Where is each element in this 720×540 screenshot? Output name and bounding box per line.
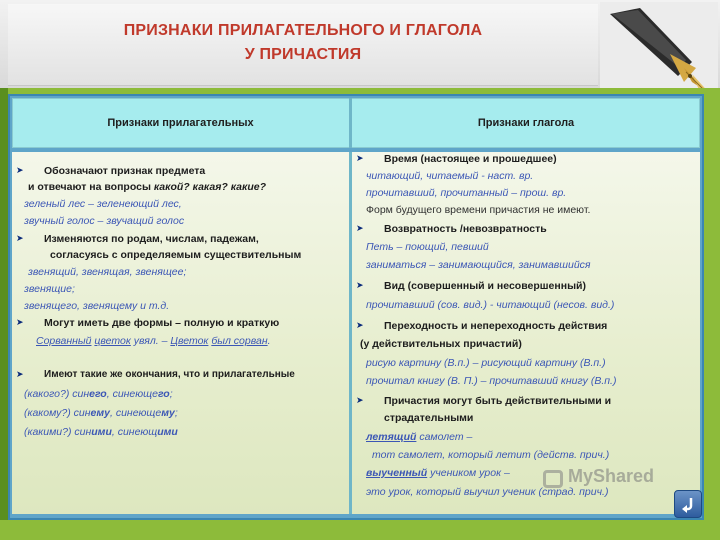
left-example: звенящий, звенящая, звенящее; <box>28 266 187 278</box>
column-header-adjectives: Признаки прилагательных <box>107 117 254 129</box>
bullet-arrow-icon: ➤ <box>16 165 24 175</box>
bottom-band <box>0 520 720 540</box>
right-example: летящий самолет – <box>366 431 473 443</box>
left-example: звенящие; <box>24 283 75 295</box>
right-example: это урок, который выучил ученик (страд. прич.) <box>366 486 609 498</box>
back-arrow-icon <box>679 495 697 513</box>
bullet-arrow-icon: ➤ <box>16 317 24 327</box>
right-line: Форм будущего времени причастия не имеют. <box>366 204 591 216</box>
title-box <box>8 4 598 86</box>
right-line: Переходность и непереходность действия <box>384 320 608 332</box>
right-example: выученный учеником урок – <box>366 467 510 479</box>
title-line-2: У ПРИЧАСТИЯ <box>244 46 362 63</box>
right-example: прочитавший (сов. вид.) - читающий (несов. вид.) <box>366 299 615 311</box>
right-example: заниматься – занимающийся, занимавшийся <box>366 259 591 271</box>
title-line-1: ПРИЗНАКИ ПРИЛАГАТЕЛЬНОГО И ГЛАГОЛА <box>123 22 483 39</box>
bullet-arrow-icon: ➤ <box>356 280 364 290</box>
left-line: и отвечают на вопросы какой? какая? какие? <box>28 181 267 193</box>
back-button[interactable] <box>674 490 702 518</box>
bullet-arrow-icon: ➤ <box>356 223 364 233</box>
right-line: Время (настоящее и прошедшее) <box>384 153 557 165</box>
right-line: Причастия могут быть действительными и <box>384 395 612 407</box>
bullet-arrow-icon: ➤ <box>16 233 24 243</box>
bullet-arrow-icon: ➤ <box>356 320 364 330</box>
left-line: Обозначают признак предмета <box>44 165 206 177</box>
bullet-arrow-icon: ➤ <box>356 395 364 405</box>
watermark-logo-icon <box>543 470 563 488</box>
right-example: тот самолет, который летит (действ. прич.) <box>372 449 610 461</box>
bullet-arrow-icon: ➤ <box>16 369 24 379</box>
left-line: Имеют такие же окончания, что и прилагательные <box>44 369 295 380</box>
left-line: согласуясь с определяемым существительным <box>50 249 302 261</box>
left-line: Изменяются по родам, числам, падежам, <box>44 233 259 245</box>
pen-icon <box>600 2 718 100</box>
right-example: прочитавший, прочитанный – прош. вр. <box>366 187 567 199</box>
right-line: Вид (совершенный и несовершенный) <box>384 280 586 292</box>
right-example: Петь – поющий, певший <box>366 241 489 253</box>
watermark: MyShared <box>568 466 655 486</box>
bullet-arrow-icon: ➤ <box>356 153 364 163</box>
column-divider <box>349 152 352 514</box>
right-line: (у действительных причастий) <box>360 338 522 350</box>
left-band <box>0 88 8 540</box>
right-example: читающий, читаемый - наст. вр. <box>366 170 534 182</box>
left-example: (какими?) синими, синеющими <box>24 426 178 438</box>
left-example: звенящего, звенящему и т.д. <box>24 300 170 312</box>
left-example: (какого?) синего, синеющего; <box>24 388 173 400</box>
right-example: прочитал книгу (В. П.) – прочитавший книгу (В.п.) <box>366 375 617 387</box>
right-line: Возвратность /невозвратность <box>384 223 547 235</box>
left-example: (какому?) синему, синеющему; <box>24 407 178 419</box>
left-example: зеленый лес – зеленеющий лес, <box>24 198 182 210</box>
right-line: страдательными <box>384 412 474 424</box>
left-line: Могут иметь две формы – полную и краткую <box>44 317 280 329</box>
left-example: звучный голос – звучащий голос <box>24 215 185 227</box>
column-divider <box>349 98 352 148</box>
right-example: рисую картину (В.п.) – рисующий картину (В.п.) <box>366 357 606 369</box>
column-header-verb: Признаки глагола <box>477 117 575 129</box>
left-example: Сорванный цветок увял. – Цветок был сорван. <box>36 335 271 347</box>
